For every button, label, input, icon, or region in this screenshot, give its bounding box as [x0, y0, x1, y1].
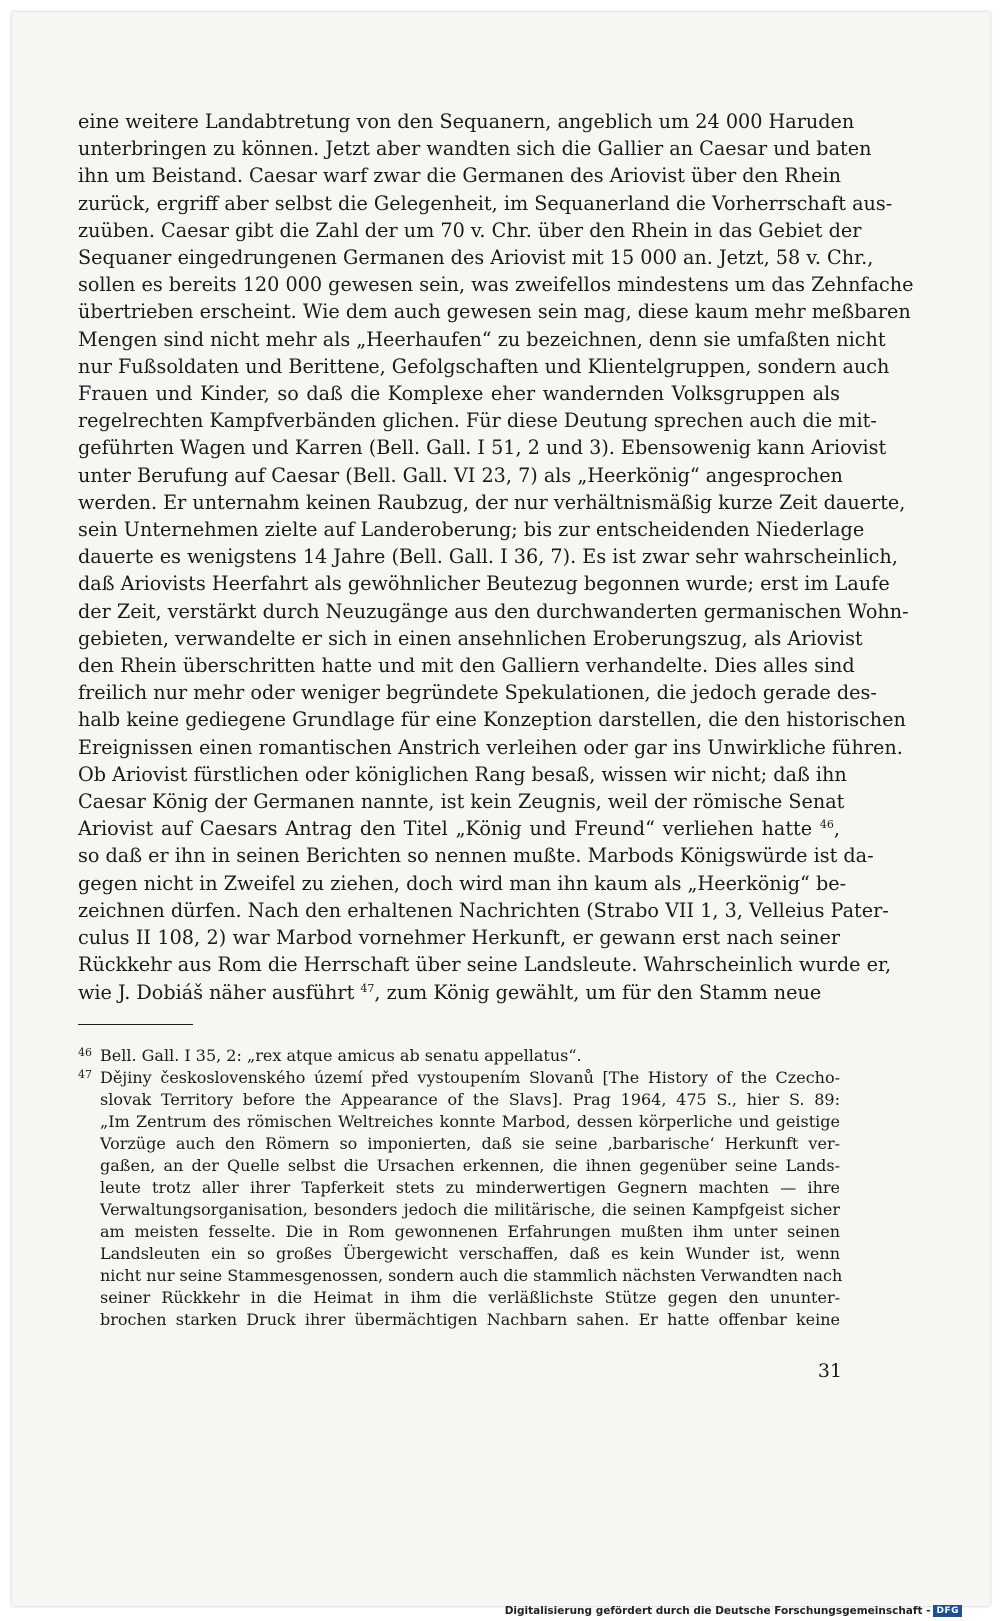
dfg-logo-icon: DFG [933, 1605, 962, 1617]
text-line: daß Ariovists Heerfahrt als gewöhnlicher Beutezug begonnen wurde; erst im Laufe [78, 572, 890, 596]
text-line: Ob Ariovist fürstlichen oder königlichen Rang besaß, wissen wir nicht; daß ihn [78, 762, 847, 786]
text-line: geführten Wagen und Karren (Bell. Gall. I 51, 2 und 3). Ebensowenig kann Ariovist [78, 436, 887, 460]
digitization-credit [505, 1605, 962, 1617]
footnote-number: 46 [78, 1046, 92, 1059]
text-line: werden. Er unternahm keinen Raubzug, der nur verhältnismäßig kurze Zeit dauerte, [78, 490, 906, 514]
text-line: ihn um Beistand. Caesar warf zwar die Germanen des Ariovist über den Rhein [78, 164, 842, 188]
footnote-line: gaßen, an der Quelle selbst die Ursachen erkennen, die ihnen gegenüber seine Lands- [100, 1156, 840, 1175]
footnote-line: am meisten fesselte. Die in Rom gewonnenen Erfahrungen mußten ihm unter seinen [100, 1222, 840, 1241]
text-line: zurück, ergriff aber selbst die Gelegenheit, im Sequanerland die Vorherrschaft aus- [78, 191, 893, 215]
text-line: eine weitere Landabtretung von den Sequanern, angeblich um 24 000 Haruden [78, 110, 855, 133]
body-text [78, 108, 914, 1006]
text-line: unter Berufung auf Caesar (Bell. Gall. VI 23, 7) als „Heerkönig“ angesprochen [78, 463, 843, 487]
text-line: regelrechten Kampfverbänden glichen. Für diese Deutung sprechen auch die mit- [78, 409, 877, 433]
footnote-line: Bell. Gall. I 35, 2: „rex atque amicus ab senatu appellatus“. [100, 1046, 582, 1065]
footnote-47 [78, 1067, 843, 1331]
footnote-line: „Im Zentrum des römischen Weltreiches konnte Marbod, dessen körperliche und geistige [100, 1112, 840, 1131]
text-line: sein Unternehmen zielte auf Landeroberung; bis zur entscheidenden Niederlage [78, 518, 865, 542]
text-line: halb keine gediegene Grundlage für eine Konzeption darstellen, die den historischen [78, 708, 906, 732]
text-line: zuüben. Caesar gibt die Zahl der um 70 v. Chr. über den Rhein in das Gebiet der [78, 218, 862, 242]
text-line: zeichnen dürfen. Nach den erhaltenen Nachrichten (Strabo VII 1, 3, Velleius Pater- [78, 898, 889, 922]
footnote-ref-47[interactable]: 47 [360, 981, 375, 995]
footnote-line: Verwaltungsorganisation, besonders jedoch die militärische, die seinen Kampfgeist sicher [100, 1200, 840, 1219]
text-line: übertrieben erscheint. Wie dem auch gewesen sein mag, diese kaum mehr meßbaren [78, 300, 911, 324]
text-line: Ereignissen einen romantischen Anstrich verleihen oder gar ins Unwirkliche führen. [78, 735, 903, 759]
text-line: Frauen und Kinder, so daß die Komplexe eher wandernden Volksgruppen als [78, 382, 840, 406]
footnote-ref-46[interactable]: 46 [819, 818, 834, 832]
footnote-46 [78, 1045, 840, 1067]
footnote-line: Dějiny československého území před vystoupením Slovanů [The History of the Czecho- [100, 1068, 840, 1087]
text-line: Sequaner eingedrungenen Germanen des Ariovist mit 15 000 an. Jetzt, 58 v. Chr., [78, 246, 874, 270]
text-line: dauerte es wenigstens 14 Jahre (Bell. Gall. I 36, 7). Es ist zwar sehr wahrscheinlich, [78, 545, 898, 569]
text-line: freilich nur mehr oder weniger begründete Spekulationen, die jedoch gerade des- [78, 681, 877, 705]
text-line: den Rhein überschritten hatte und mit den Galliern verhandelte. Dies alles sind [78, 654, 855, 678]
text-line: Rückkehr aus Rom die Herrschaft über seine Landsleute. Wahrscheinlich wurde er, [78, 953, 892, 977]
text-line: unterbringen zu können. Jetzt aber wandten sich die Gallier an Caesar und baten [78, 137, 872, 161]
text-line: der Zeit, verstärkt durch Neuzugänge aus den durchwanderten germanischen Wohn- [78, 599, 909, 623]
text-line [78, 979, 840, 1006]
footnote-line: Landsleuten ein so großes Übergewicht verschaffen, daß es kein Wunder ist, wenn [100, 1244, 840, 1263]
text-line: so daß er ihn in seinen Berichten so nennen mußte. Marbods Königswürde ist da- [78, 844, 874, 868]
text-line: sollen es bereits 120 000 gewesen sein, was zweifellos mindestens um das Zehnfache [78, 273, 914, 297]
footnotes [78, 1045, 843, 1331]
footnote-line: leute trotz aller ihrer Tapferkeit stets zu minderwertigen Gegnern machten — ihre [100, 1178, 840, 1197]
text-line: Caesar König der Germanen nannte, ist kein Zeugnis, weil der römische Senat [78, 790, 845, 814]
text-segment: wie J. Dobiáš näher ausführt [78, 980, 355, 1004]
credit-text: Digitalisierung gefördert durch die Deutsche Forschungsgemeinschaft - [504, 1605, 931, 1617]
text-line: Mengen sind nicht mehr als „Heerhaufen“ zu bezeichnen, denn sie umfaßten nicht [78, 327, 886, 351]
text-line: nur Fußsoldaten und Berittene, Gefolgschaften und Klientelgruppen, sondern auch [78, 354, 890, 378]
footnote-line: slovak Territory before the Appearance of the Slavs]. Prag 1964, 475 S., hier S. 89: [100, 1090, 840, 1109]
footnote-line: seiner Rückkehr in die Heimat in ihm die verläßlichste Stütze gegen den ununter- [100, 1288, 840, 1307]
text-segment: Ariovist auf Caesars Antrag den Titel „König und Freund“ verliehen hatte [78, 817, 813, 841]
footnote-line: Vorzüge auch den Römern so imponierten, daß sie seine ‚barbarische‘ Herkunft ver- [100, 1134, 840, 1153]
text-line: Ariovist auf Caesars Antrag den Titel „König und Freund“ verliehen hatte $^{46}$, [78, 817, 840, 841]
text-line: culus II 108, 2) war Marbod vornehmer Herkunft, er gewann erst nach seiner [78, 926, 840, 950]
footnote-line: brochen starken Druck ihrer übermächtigen Nachbarn sahen. Er hatte offenbar keine [100, 1310, 840, 1329]
footnote-number: 47 [78, 1068, 92, 1081]
page-number: 31 [817, 1360, 842, 1382]
text-segment: , zum König gewählt, um für den Stamm neue [374, 980, 822, 1004]
footnote-divider [78, 1024, 193, 1025]
text-line: gegen nicht in Zweifel zu ziehen, doch wird man ihn kaum als „Heerkönig“ be- [78, 871, 847, 895]
footnote-line: nicht nur seine Stammesgenossen, sondern auch die stammlich nächsten Verwandten nach [100, 1266, 843, 1285]
text-line: gebieten, verwandelte er sich in einen ansehnlichen Eroberungszug, als Ariovist [78, 626, 863, 650]
